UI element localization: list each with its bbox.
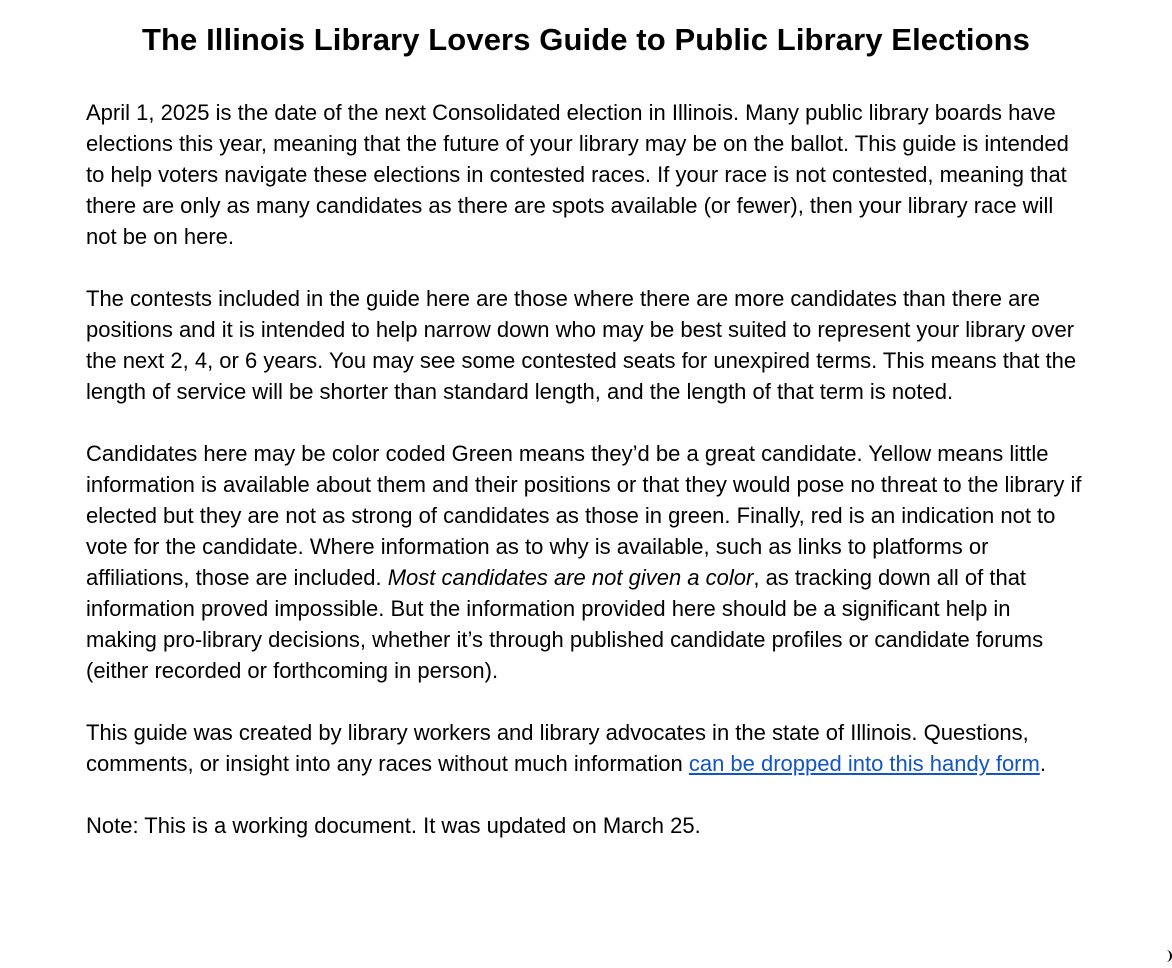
intro-paragraph: April 1, 2025 is the date of the next Consolidated election in Illinois. Many public library boards have elections this year, meaning that the future of your library may be on the ballot. This guide is intended to help voters navigate these elections in contested races. If your race is not contested, meaning that there are only as many candidates as there are spots available (or fewer), then your library race will not be on here. [86, 100, 1069, 249]
credits-paragraph [86, 717, 1086, 779]
credits-period: . [1039, 751, 1046, 776]
feedback-form-link[interactable]: can be dropped into this handy form [688, 751, 1040, 776]
color-coding-emphasis: Most candidates are not given a color [387, 565, 754, 590]
update-note: Note: This is a working document. It was updated on March 25. [86, 813, 701, 838]
credits-text: This guide was created by library workers and library advocates in the state of Illinois. Questions, comments, or insight into any races without much information [86, 720, 1029, 776]
color-coding-text-start: Candidates here may be color coded Green means they’d be a great candidate. Yellow means little information is available about them and their positions or that they would pose no threat to the library if elected but they are not as strong of candidates as those in green. Finally, red is an indication not to vote for the candidate. Where information as to why is available, such as links to platforms or affiliations, those are included. [86, 441, 1082, 590]
page-title: The Illinois Library Lovers Guide to Public Library Elections [141, 22, 1031, 57]
color-coding-text-end: , as tracking down all of that information proved impossible. But the information provided here should be a significant help in making pro-library decisions, whether it’s through published candidate profiles or candidate forums (either recorded or forthcoming in person). [86, 565, 1044, 683]
contests-paragraph: The contests included in the guide here are those where there are more candidates than there are positions and it is intended to help narrow down who may be best suited to represent your library over the next 2, 4, or 6 years. You may see some contested seats for unexpired terms. This means that the length of service will be shorter than standard length, and the length of that term is noted. [86, 286, 1077, 404]
color-coding-paragraph [86, 438, 1086, 686]
document-body [86, 20, 1086, 841]
cursor-arrow-icon [1164, 950, 1172, 962]
